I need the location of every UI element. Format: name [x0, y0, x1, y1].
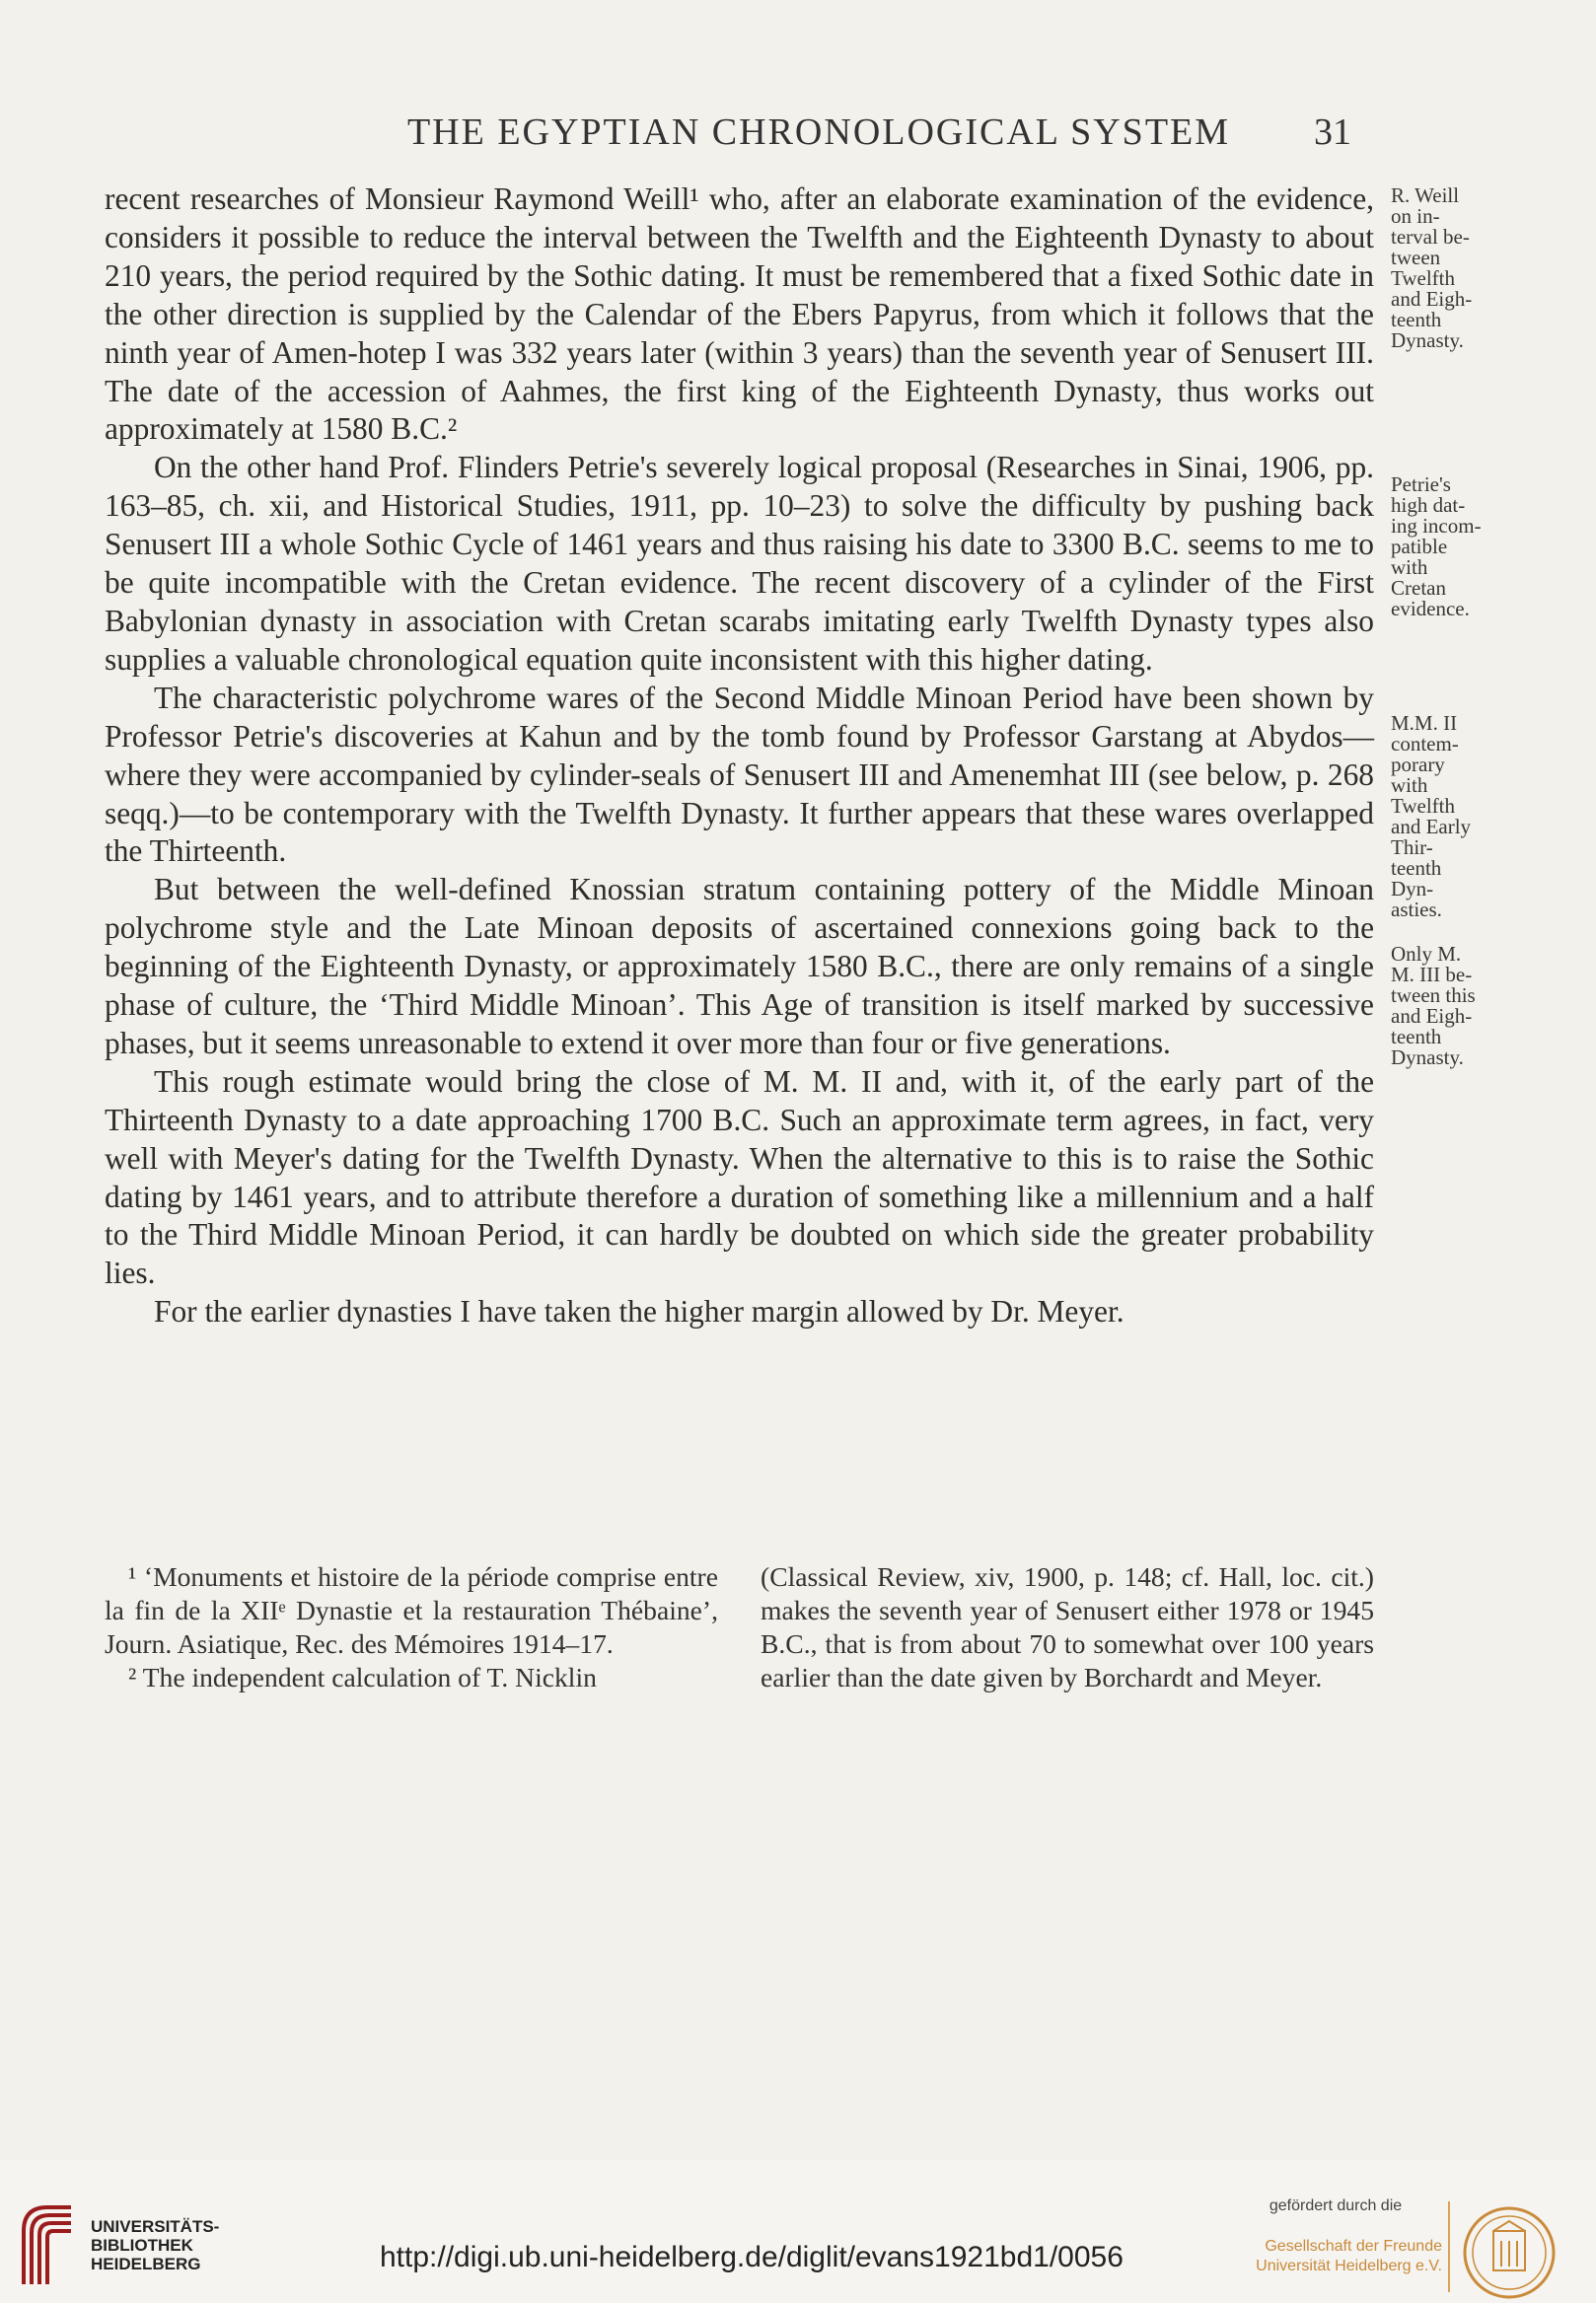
- divider: [1448, 2201, 1450, 2292]
- library-logo-icon: [16, 2201, 79, 2286]
- margin-notes: [1391, 185, 1501, 1090]
- margin-note: Petrie's high dat- ing incom- patible with Cretan evidence.: [1391, 472, 1482, 620]
- page-number: 31: [1314, 111, 1351, 153]
- footnotes: [105, 1560, 1374, 1694]
- footnote: ¹ ‘Monuments et histoire de la période comprise entre la fin de la XIIᵉ Dynastie et la restauration Thébaine’, Journ. Asiatique, Rec. des Mémoires 1914–17.: [105, 1561, 718, 1659]
- digitization-footer: [0, 2160, 1596, 2303]
- permalink-url[interactable]: http://digi.ub.uni-heidelberg.de/diglit/evans1921bd1/0056: [380, 2241, 1124, 2273]
- running-title: THE EGYPTIAN CHRONOLOGICAL SYSTEM: [406, 111, 1231, 153]
- margin-note: Only M. M. III be- tween this and Eigh- teenth Dynasty.: [1391, 942, 1476, 1069]
- paragraph: This rough estimate would bring the close of M. M. II and, with it, of the early part of the Thirteenth Dynasty to a date approaching 1700 B.C. Such an approximate term agrees, in fact, very well with Meyer's dating for the Twelfth Dynasty. When the alternative to this is to raise the Sothic dating by 1461 years, and to attribute therefore a duration of something like a millennium and a half to the Third Middle Minoan Period, it can hardly be doubted on which side the greater probability lies.: [105, 1063, 1374, 1291]
- funded-by-label: gefördert durch die: [1269, 2197, 1403, 2214]
- margin-note: R. Weill on in- terval be- tween Twelfth and Eigh- teenth Dynasty.: [1391, 183, 1473, 352]
- main-text: [105, 180, 1374, 1331]
- paragraph: For the earlier dynasties I have taken the higher margin allowed by Dr. Meyer.: [154, 1294, 1124, 1330]
- paragraph: But between the well-defined Knossian stratum containing pottery of the Middle Minoan polychrome style and the Late Minoan deposits of ascertained connexions going back to the beginning of the Eighteenth Dynasty, or approximately 1580 B.C., there are only remains of a single phase of culture, the ‘Third Middle Minoan’. This Age of transition is itself marked by successive phases, but it seems unreasonable to extend it over more than four or five generations.: [105, 872, 1374, 1060]
- footnote-column-left: [105, 1560, 718, 1694]
- library-name: UNIVERSITÄTS- BIBLIOTHEK HEIDELBERG: [91, 2217, 220, 2273]
- paragraph: recent researches of Monsieur Raymond Weill¹ who, after an elaborate examination of the evidence, considers it possible to reduce the interval between the Twelfth and the Eighteenth Dynasty to about 210 years, the period required by the Sothic dating. It must be remembered that a fixed Sothic date in the other direction is supplied by the Calendar of the Ebers Papyrus, from which it follows that the ninth year of Amen-hotep I was 332 years later (within 3 years) than the seventh year of Senusert III. The date of the accession of Aahmes, the first king of the Eighteenth Dynasty, thus works out approximately at 1580 B.C.²: [105, 181, 1374, 447]
- society-seal-icon: [1462, 2205, 1557, 2300]
- footnote-column-right: [761, 1560, 1374, 1694]
- footnote: ² The independent calculation of T. Nicklin: [128, 1662, 597, 1692]
- margin-note: M.M. II contem- porary with Twelfth and Early Thir- teenth Dyn- asties.: [1391, 711, 1472, 921]
- paragraph: The characteristic polychrome wares of the Second Middle Minoan Period have been shown by Professor Petrie's discoveries at Kahun and by the tomb found by Professor Garstang at Abydos—where they were accompanied by cylinder-seals of Senusert III and Amenemhat III (see below, p. 268 seqq.)—to be contemporary with the Twelfth Dynasty. It further appears that these wares overlapped the Thirteenth.: [105, 680, 1374, 869]
- society-name: Gesellschaft der Freunde Universität Heidelberg e.V.: [1256, 2238, 1442, 2274]
- footnote-continuation: (Classical Review, xiv, 1900, p. 148; cf. Hall, loc. cit.) makes the seventh year of Senusert either 1978 or 1945 B.C., that is from about 70 to somewhat over 100 years earlier than the date given by Borchardt and Meyer.: [761, 1561, 1374, 1692]
- paragraph: On the other hand Prof. Flinders Petrie's severely logical proposal (Researches in Sinai, 1906, pp. 163–85, ch. xii, and Historical Studies, 1911, pp. 10–23) to solve the difficulty by pushing back Senusert III a whole Sothic Cycle of 1461 years and thus raising his date to 3300 B.C. seems to me to be quite incompatible with the Cretan evidence. The recent discovery of a cylinder of the First Babylonian dynasty in association with Cretan scarabs imitating early Twelfth Dynasty types also supplies a valuable chronological equation quite inconsistent with this higher dating.: [105, 450, 1374, 677]
